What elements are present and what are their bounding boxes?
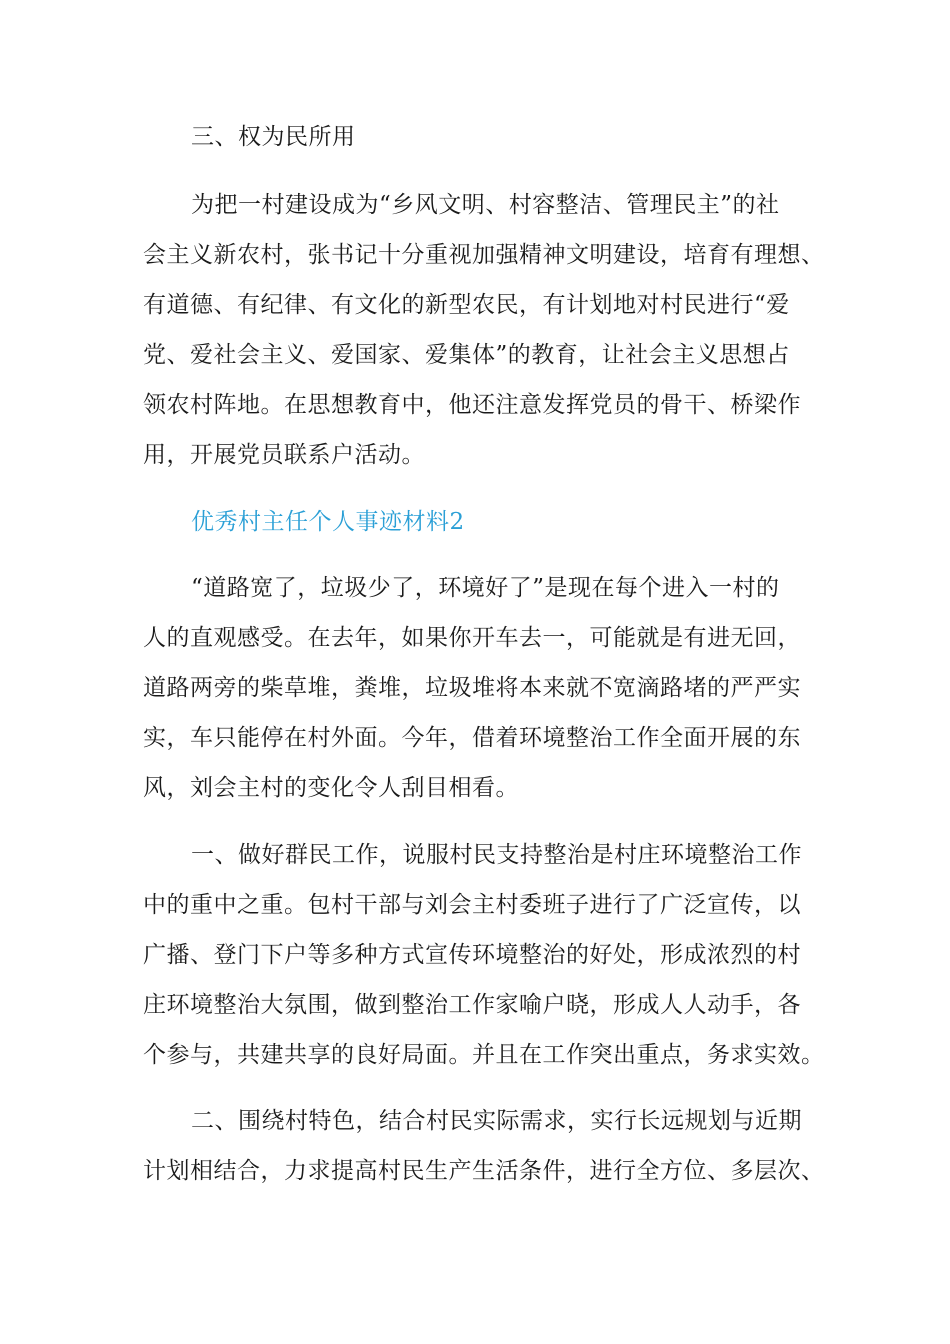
material-title: 优秀村主任个人事迹材料2 xyxy=(191,509,465,535)
paragraph-line: 会主义新农村，张书记十分重视加强精神文明建设，培育有理想、 xyxy=(143,242,825,268)
paragraph-line: 实，车只能停在村外面。今年，借着环境整治工作全面开展的东 xyxy=(143,725,801,751)
paragraph-line: 中的重中之重。包村干部与刘会主村委班子进行了广泛宣传，以 xyxy=(143,892,801,918)
paragraph-line: 计划相结合，力求提高村民生产生活条件，进行全方位、多层次、 xyxy=(143,1158,825,1184)
paragraph-line: “道路宽了，垃圾少了，环境好了”是现在每个进入一村的 xyxy=(191,575,780,601)
paragraph-line: 人的直观感受。在去年，如果你开车去一，可能就是有进无回， xyxy=(143,625,801,651)
paragraph-line: 用，开展党员联系户活动。 xyxy=(143,442,425,468)
paragraph-line: 有道德、有纪律、有文化的新型农民，有计划地对村民进行“爱 xyxy=(143,292,790,318)
paragraph-line: 为把一村建设成为“乡风文明、村容整洁、管理民主”的社 xyxy=(191,192,780,218)
paragraph-line: 庄环境整治大氛围，做到整治工作家喻户晓，形成人人动手，各 xyxy=(143,992,801,1018)
paragraph-line: 二、围绕村特色，结合村民实际需求，实行长远规划与近期 xyxy=(191,1108,802,1134)
paragraph-line: 领农村阵地。在思想教育中，他还注意发挥党员的骨干、桥梁作 xyxy=(143,392,801,418)
paragraph-line: 个参与，共建共享的良好局面。并且在工作突出重点，务求实效。 xyxy=(143,1042,825,1068)
paragraph-line: 广播、登门下户等多种方式宣传环境整治的好处，形成浓烈的村 xyxy=(143,942,801,968)
section-heading: 三、权为民所用 xyxy=(191,124,356,150)
paragraph-line: 道路两旁的柴草堆，粪堆，垃圾堆将本来就不宽滴路堵的严严实 xyxy=(143,675,801,701)
paragraph-line: 党、爱社会主义、爱国家、爱集体”的教育，让社会主义思想占 xyxy=(143,342,790,368)
paragraph-line: 风，刘会主村的变化令人刮目相看。 xyxy=(143,775,519,801)
paragraph-line: 一、做好群民工作，说服村民支持整治是村庄环境整治工作 xyxy=(191,842,802,868)
